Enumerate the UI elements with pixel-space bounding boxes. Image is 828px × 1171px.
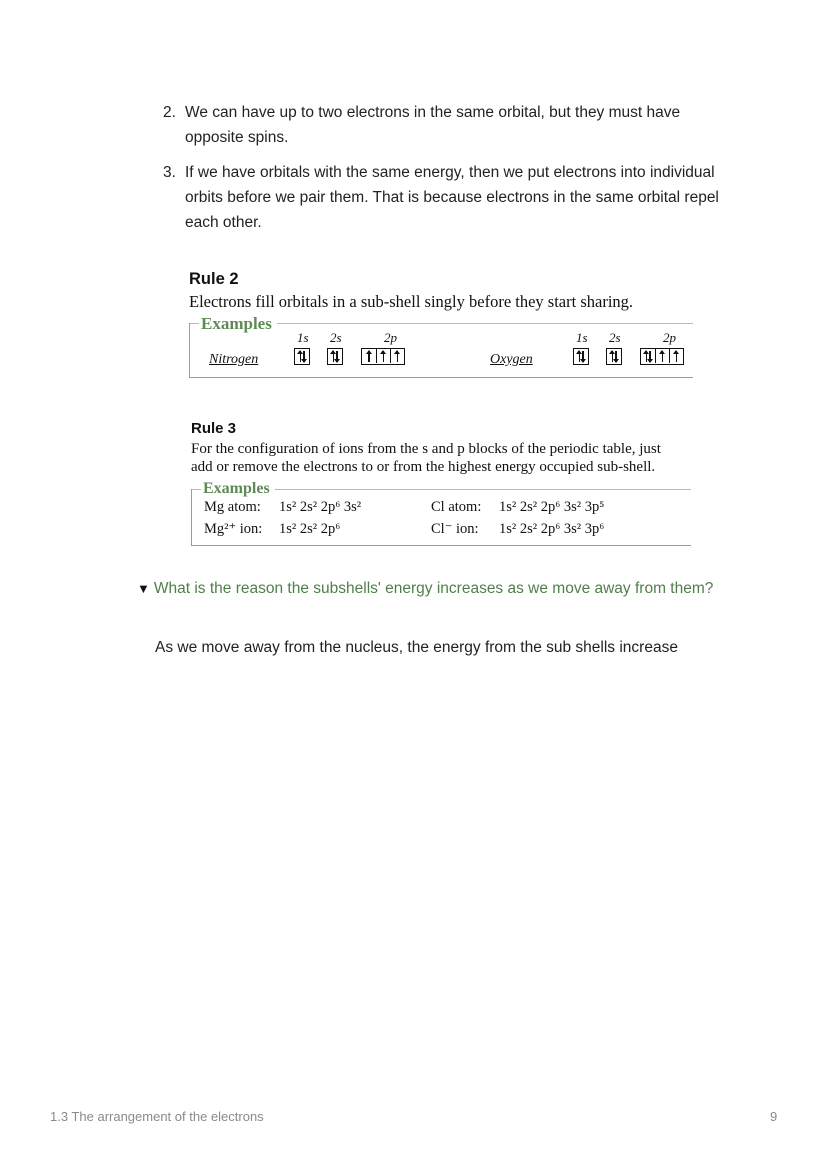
- electron-up-arrow-icon: [676, 351, 678, 362]
- rule2-title: Rule 2: [189, 270, 239, 288]
- rule2-box-bottom: [189, 377, 693, 378]
- electron-down-arrow-icon: [615, 351, 617, 362]
- toggle-answer: As we move away from the nucleus, the energy from the sub shells increase: [155, 639, 678, 656]
- oxygen-name: Oxygen: [490, 352, 533, 367]
- cl-atom-config: 1s² 2s² 2p⁶ 3s² 3p⁵: [499, 499, 605, 515]
- orbital-box-group: [640, 348, 684, 365]
- toggle-block[interactable]: [137, 576, 737, 601]
- rule3-title: Rule 3: [191, 420, 237, 437]
- orbital-box: [327, 348, 343, 365]
- electron-up-arrow-icon: [662, 351, 664, 362]
- oxygen-orbital-diagram: [573, 348, 703, 366]
- toggle-question: What is the reason the subshells' energy increases as we move away from them?: [153, 580, 714, 597]
- rule3-description-line2: add or remove the electrons to or from the highest energy occupied sub-shell.: [191, 459, 656, 475]
- list-number: 3.: [163, 164, 176, 181]
- nitrogen-label-2p: 2p: [384, 330, 397, 345]
- orbital-box: [606, 348, 622, 365]
- orbital-box: [294, 348, 310, 365]
- nitrogen-label-2s: 2s: [330, 330, 342, 345]
- toggle-triangle-icon[interactable]: ▼: [137, 581, 150, 596]
- mg-ion-config: 1s² 2s² 2p⁶: [279, 521, 341, 537]
- electron-down-arrow-icon: [649, 351, 651, 362]
- list-text: We can have up to two electrons in the same orbital, but they must have opposite spins.: [185, 104, 681, 146]
- mg-ion-label: Mg²⁺ ion:: [204, 521, 263, 537]
- nitrogen-label-1s: 1s: [297, 330, 309, 345]
- electron-up-arrow-icon: [368, 351, 370, 362]
- orbital-box: [573, 348, 589, 365]
- rule2-examples-label: Examples: [199, 314, 277, 334]
- cl-ion-label: Cl⁻ ion:: [431, 521, 479, 537]
- rule3-box-bottom: [191, 545, 691, 546]
- electron-down-arrow-icon: [582, 351, 584, 362]
- rule2-box-left: [189, 323, 190, 377]
- nitrogen-name: Nitrogen: [209, 352, 259, 367]
- oxygen-label-2p: 2p: [663, 330, 676, 345]
- rule3-examples-label: Examples: [201, 480, 275, 498]
- electron-down-arrow-icon: [303, 351, 305, 362]
- footer-section-title: 1.3 The arrangement of the electrons: [50, 1109, 264, 1124]
- mg-atom-config: 1s² 2s² 2p⁶ 3s²: [279, 499, 362, 515]
- orbital-box-group: [361, 348, 405, 365]
- rule3-box-left: [191, 489, 192, 545]
- rule2-description: Electrons fill orbitals in a sub-shell singly before they start sharing.: [189, 292, 634, 311]
- cl-ion-config: 1s² 2s² 2p⁶ 3s² 3p⁶: [499, 521, 605, 537]
- electron-up-arrow-icon: [397, 351, 399, 362]
- rule3-description-line1: For the configuration of ions from the s and p blocks of the periodic table, just: [191, 441, 661, 457]
- nitrogen-orbital-diagram: [294, 348, 424, 366]
- oxygen-label-1s: 1s: [576, 330, 588, 345]
- electron-up-arrow-icon: [383, 351, 385, 362]
- list-text: If we have orbitals with the same energy, then we put electrons into individual orbits before we pair them. That is because electrons in the same orbital repel each other.: [185, 164, 719, 231]
- mg-atom-label: Mg atom:: [204, 499, 261, 515]
- list-number: 2.: [163, 104, 176, 121]
- page-number: 9: [770, 1109, 778, 1124]
- oxygen-label-2s: 2s: [609, 330, 621, 345]
- electron-down-arrow-icon: [336, 351, 338, 362]
- list-item: [163, 160, 738, 235]
- cl-atom-label: Cl atom:: [431, 499, 482, 515]
- list-item: [163, 100, 738, 150]
